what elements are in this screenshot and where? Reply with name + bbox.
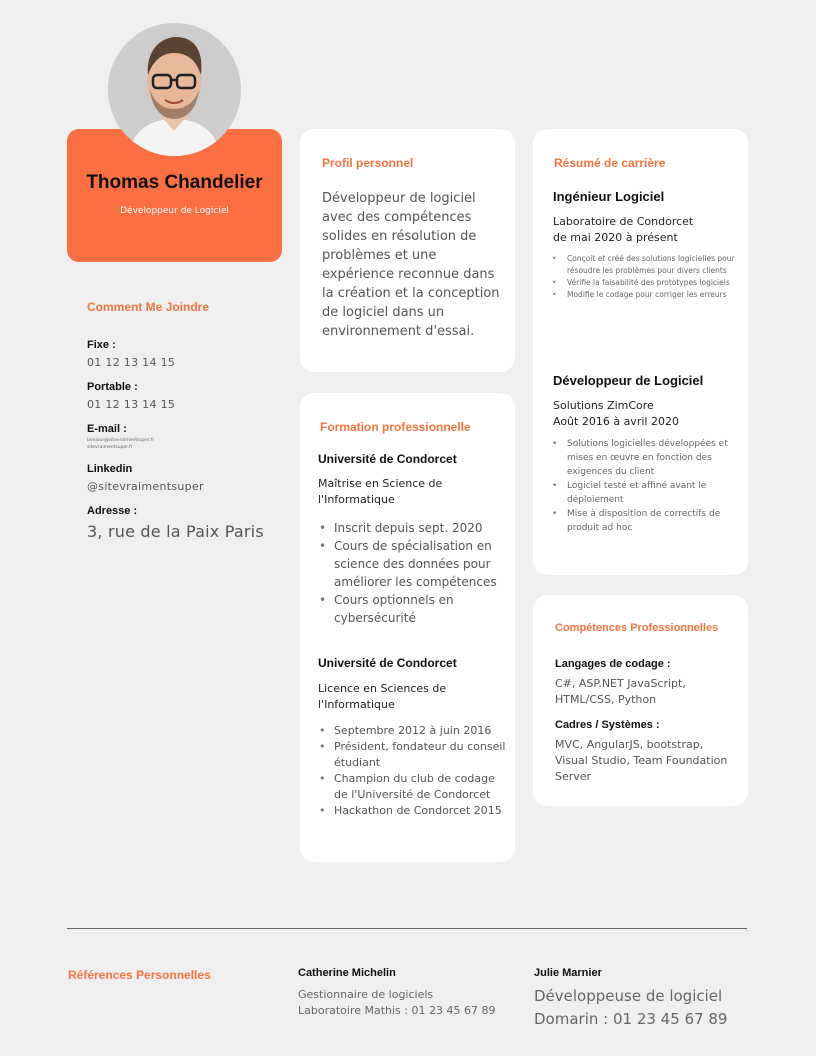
website-value: sitevraimentsuper.fr <box>87 445 133 450</box>
formation-school: Université de Condorcet <box>318 656 457 670</box>
list-item: • Logiciel testé et affiné avant le déploiement <box>551 479 736 507</box>
formation-bullets <box>318 519 508 627</box>
job-dates: Août 2016 à avril 2020 <box>553 415 679 428</box>
list-item: • Président, fondateur du conseil étudiant <box>318 739 508 771</box>
person-role: Développeur de Logiciel <box>120 206 229 216</box>
list-item: • Conçoit et créé des solutions logicielles pour résoudre les problèmes pour divers clients <box>551 253 736 277</box>
list-item: • Hackathon de Condorcet 2015 <box>318 803 508 819</box>
list-item: • Vérifie la faisabilité des prototypes logiciels <box>551 277 736 289</box>
list-item: • Cours de spécialisation en science des données pour améliorer les compétences <box>318 537 508 591</box>
list-item: • Septembre 2012 à juin 2016 <box>318 723 508 739</box>
skills-card <box>533 595 748 806</box>
portable-label: Portable : <box>87 381 138 393</box>
references-title: Références Personnelles <box>68 968 211 982</box>
frameworks-value: MVC, AngularJS, bootstrap, Visual Studio, Team Foundation Server <box>555 738 728 783</box>
person-name: Thomas Chandelier <box>86 172 263 193</box>
formation-school: Université de Condorcet <box>318 452 457 466</box>
formation-bullets <box>318 723 508 819</box>
person-avatar-icon <box>108 23 241 156</box>
list-item: • Modifie le codage pour corriger les erreurs <box>551 289 736 301</box>
contact-title: Comment Me Joindre <box>87 300 210 314</box>
job-bullets <box>551 253 736 301</box>
fixe-label: Fixe : <box>87 339 116 351</box>
reference-job: Gestionnaire de logiciels <box>298 988 434 1001</box>
email-value: bonjour@sitevraimentsuper.fr <box>87 438 155 443</box>
formation-degree: Maîtrise en Science de l'Informatique <box>318 477 443 506</box>
portable-value: 01 12 13 14 15 <box>87 398 176 411</box>
reference-name: Julie Marnier <box>534 967 602 979</box>
divider <box>67 928 747 929</box>
formation-title: Formation professionnelle <box>320 420 471 434</box>
reference-name: Catherine Michelin <box>298 967 396 979</box>
frameworks-label: Cadres / Systèmes : <box>555 719 660 731</box>
job-company: Laboratoire de Condorcet <box>553 215 694 228</box>
formation-degree: Licence en Sciences de l'Informatique <box>318 682 447 711</box>
job-dates: de mai 2020 à présent <box>553 231 678 244</box>
fixe-value: 01 12 13 14 15 <box>87 356 176 369</box>
reference-contact: Laboratoire Mathis : 01 23 45 67 89 <box>298 1004 496 1017</box>
adresse-label: Adresse : <box>87 505 138 517</box>
job-company: Solutions ZimCore <box>553 399 654 412</box>
profile-text: Développeur de logiciel avec des compétences solides en résolution de problèmes et une expérience reconnue dans la création et la conception de logiciel dans un environnement d'essai. <box>322 191 500 339</box>
list-item: • Inscrit depuis sept. 2020 <box>318 519 508 537</box>
job-title: Ingénieur Logiciel <box>553 189 665 204</box>
formation-card <box>300 393 515 862</box>
list-item: • Cours optionnels en cybersécurité <box>318 591 508 627</box>
linkedin-value: @sitevraimentsuper <box>87 480 204 493</box>
job-bullets <box>551 437 736 535</box>
reference-contact: Domarin : 01 23 45 67 89 <box>534 1010 728 1028</box>
list-item: • Solutions logicielles développées et mises en œuvre en fonction des exigences du client <box>551 437 736 479</box>
profile-title: Profil personnel <box>322 156 414 170</box>
adresse-value: 3, rue de la Paix Paris <box>87 522 264 541</box>
email-label: E-mail : <box>87 423 127 435</box>
career-title: Résumé de carrière <box>554 156 666 170</box>
job-title: Développeur de Logiciel <box>553 373 704 388</box>
career-card <box>533 129 748 575</box>
profile-photo <box>108 23 241 156</box>
languages-label: Langages de codage : <box>555 658 671 670</box>
profile-card <box>300 129 515 372</box>
reference-job: Développeuse de logiciel <box>534 987 723 1005</box>
languages-value: C#, ASP.NET JavaScript, HTML/CSS, Python <box>555 677 686 706</box>
list-item: • Champion du club de codage de l'Université de Condorcet <box>318 771 508 803</box>
list-item: • Mise à disposition de correctifs de produit ad hoc <box>551 507 736 535</box>
linkedin-label: Linkedin <box>87 463 133 475</box>
skills-title: Compétences Professionnelles <box>555 622 719 634</box>
